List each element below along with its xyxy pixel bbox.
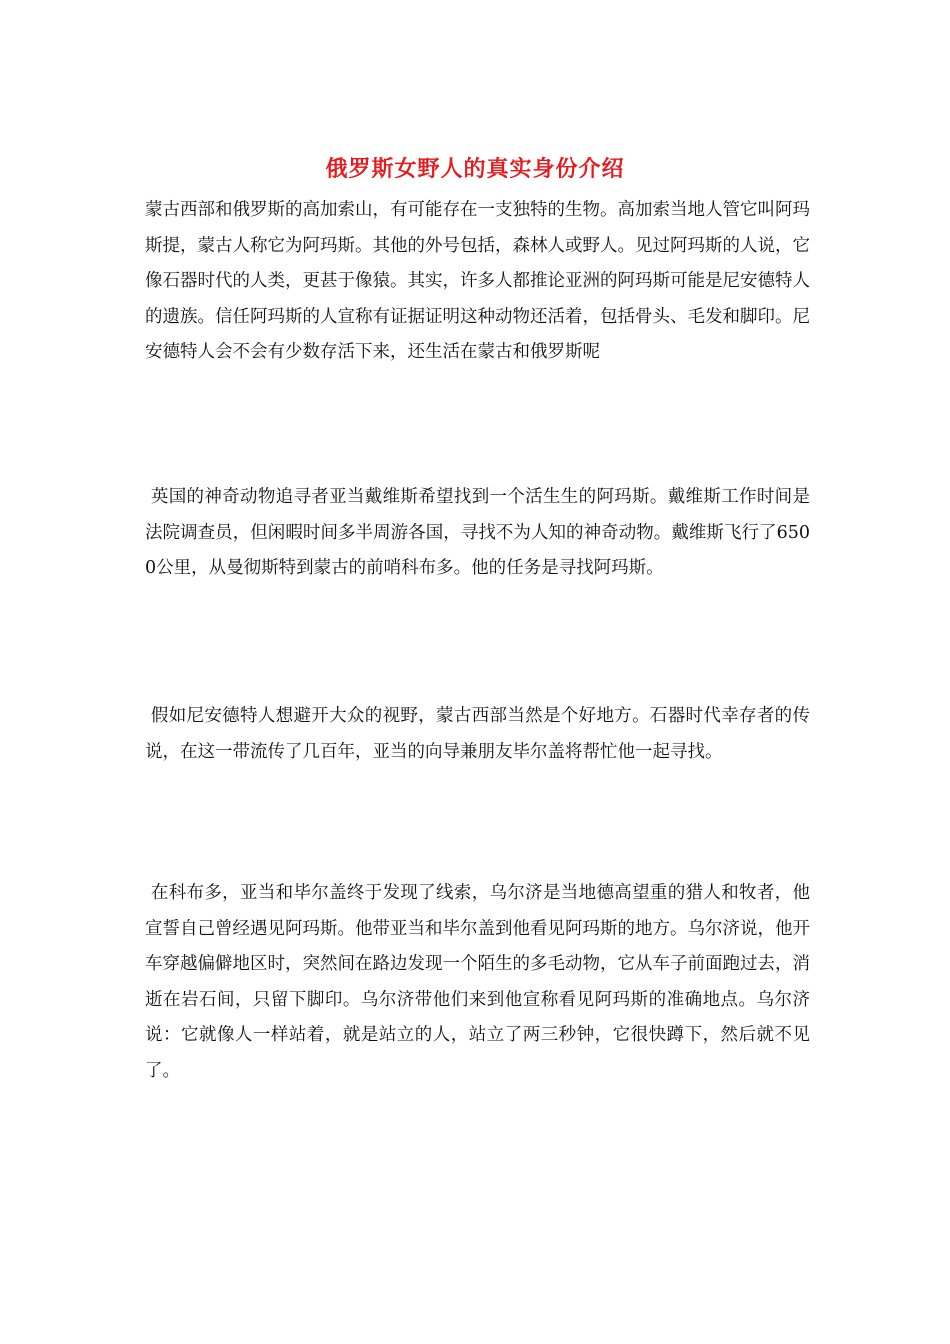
paragraph-2: 英国的神奇动物追寻者亚当戴维斯希望找到一个活生生的阿玛斯。戴维斯工作时间是法院调查员，但闲暇时间多半周游各国，寻找不为人知的神奇动物。戴维斯飞行了6500公里，从曼彻斯特到蒙古的前哨科布多。他的任务是寻找阿玛斯。 bbox=[145, 487, 810, 579]
document-title: 俄罗斯女野人的真实身份介绍 bbox=[325, 156, 625, 182]
paragraph-3: 假如尼安德特人想避开大众的视野，蒙古西部当然是个好地方。石器时代幸存者的传说，在这一带流传了几百年，亚当的向导兼朋友毕尔盖将帮忙他一起寻找。 bbox=[145, 706, 810, 762]
paragraph-4: 在科布多，亚当和毕尔盖终于发现了线索，乌尔济是当地德高望重的猎人和牧者，他宣誓自己曾经遇见阿玛斯。他带亚当和毕尔盖到他看见阿玛斯的地方。乌尔济说，他开车穿越偏僻地区时，突然间在路边发现一个陌生的多毛动物，它从车子前面跑过去，消逝在岩石间，只留下脚印。乌尔济带他们来到他宣称看见阿玛斯的准确地点。乌尔济说：它就像人一样站着，就是站立的人，站立了两三秒钟，它很快蹲下，然后就不见了。 bbox=[145, 883, 810, 1081]
paragraph-1: 蒙古西部和俄罗斯的高加索山，有可能存在一支独特的生物。高加索当地人管它叫阿玛斯提，蒙古人称它为阿玛斯。其他的外号包括，森林人或野人。见过阿玛斯的人说，它像石器时代的人类，更甚于像猿。其实，许多人都推论亚洲的阿玛斯可能是尼安德特人的遗族。信任阿玛斯的人宣称有证据证明这种动物还活着，包括骨头、毛发和脚印。尼安德特人会不会有少数存活下来，还生活在蒙古和俄罗斯呢 bbox=[145, 200, 810, 363]
